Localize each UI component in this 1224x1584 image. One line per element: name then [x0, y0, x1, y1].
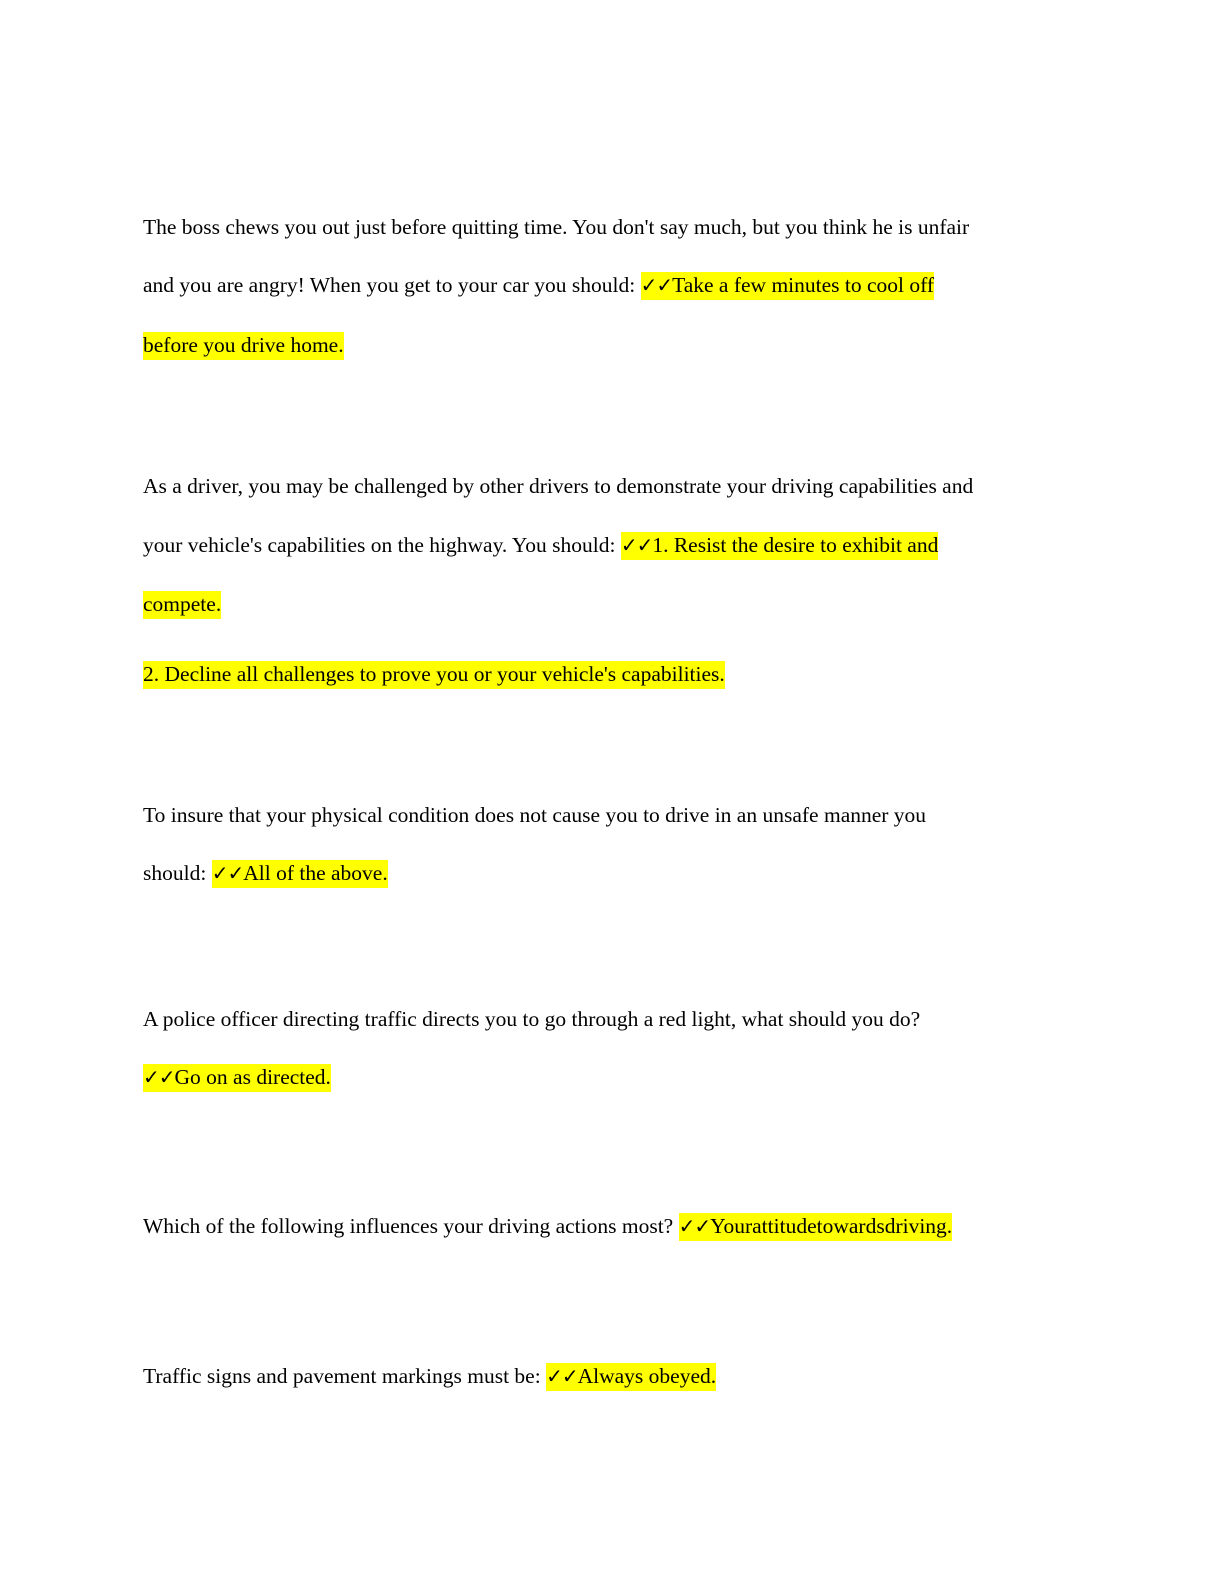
question-3-text: should:	[143, 861, 212, 885]
answer-3-text: All of the above.	[243, 861, 388, 885]
check-mark-icon: ✓✓	[678, 1214, 711, 1238]
question-3-line-2	[143, 860, 1083, 886]
question-5-line-1	[143, 1213, 1083, 1239]
answer-5-text: Yourattitudetowardsdriving.	[710, 1214, 953, 1238]
check-mark-icon: ✓✓	[640, 273, 673, 297]
question-1-line-2	[143, 272, 1083, 298]
question-2-line-2	[143, 532, 1083, 558]
question-6-text: Traffic signs and pavement markings must be:	[143, 1364, 547, 1388]
answer-4-text: Go on as directed.	[174, 1065, 331, 1089]
question-5-text: Which of the following influences your driving actions most?	[143, 1214, 679, 1238]
answer-2-highlight-second: 2. Decline all challenges to prove you or your vehicle's capabilities.	[143, 661, 725, 689]
question-2-line-1: As a driver, you may be challenged by other drivers to demonstrate your driving capabilities and	[143, 474, 974, 498]
answer-2-line-3	[143, 661, 1083, 687]
answer-2-line-2	[143, 591, 1083, 617]
answer-4-highlight	[143, 1064, 331, 1092]
check-mark-icon: ✓✓	[546, 1364, 578, 1388]
answer-6-text: Always obeyed.	[577, 1364, 717, 1388]
answer-5-highlight	[679, 1213, 953, 1241]
answer-1-line-2	[143, 332, 1083, 358]
answer-6-highlight	[546, 1363, 716, 1391]
question-6-line-1	[143, 1363, 1083, 1389]
question-2-text: your vehicle's capabilities on the highway. You should:	[143, 533, 621, 557]
answer-3-highlight	[212, 860, 388, 888]
answer-2-highlight	[621, 532, 939, 560]
answer-1-highlight	[641, 272, 935, 300]
question-1-text: and you are angry! When you get to your car you should:	[143, 273, 641, 297]
answer-1-text: Take a few minutes to cool off	[672, 273, 935, 297]
check-mark-icon: ✓✓	[143, 1065, 175, 1089]
answer-2-highlight-cont: compete.	[143, 591, 221, 619]
check-mark-icon: ✓✓	[620, 533, 653, 557]
question-3-line-1: To insure that your physical condition does not cause you to drive in an unsafe manner you	[143, 803, 927, 827]
answer-1-highlight-cont: before you drive home.	[143, 332, 344, 360]
answer-4-line	[143, 1064, 1083, 1090]
question-4-line-1: A police officer directing traffic directs you to go through a red light, what should you do?	[143, 1007, 921, 1031]
question-1-line-1: The boss chews you out just before quitting time. You don't say much, but you think he is unfair	[143, 215, 970, 239]
check-mark-icon: ✓✓	[211, 861, 244, 885]
answer-2-text: 1. Resist the desire to exhibit and	[652, 533, 939, 557]
